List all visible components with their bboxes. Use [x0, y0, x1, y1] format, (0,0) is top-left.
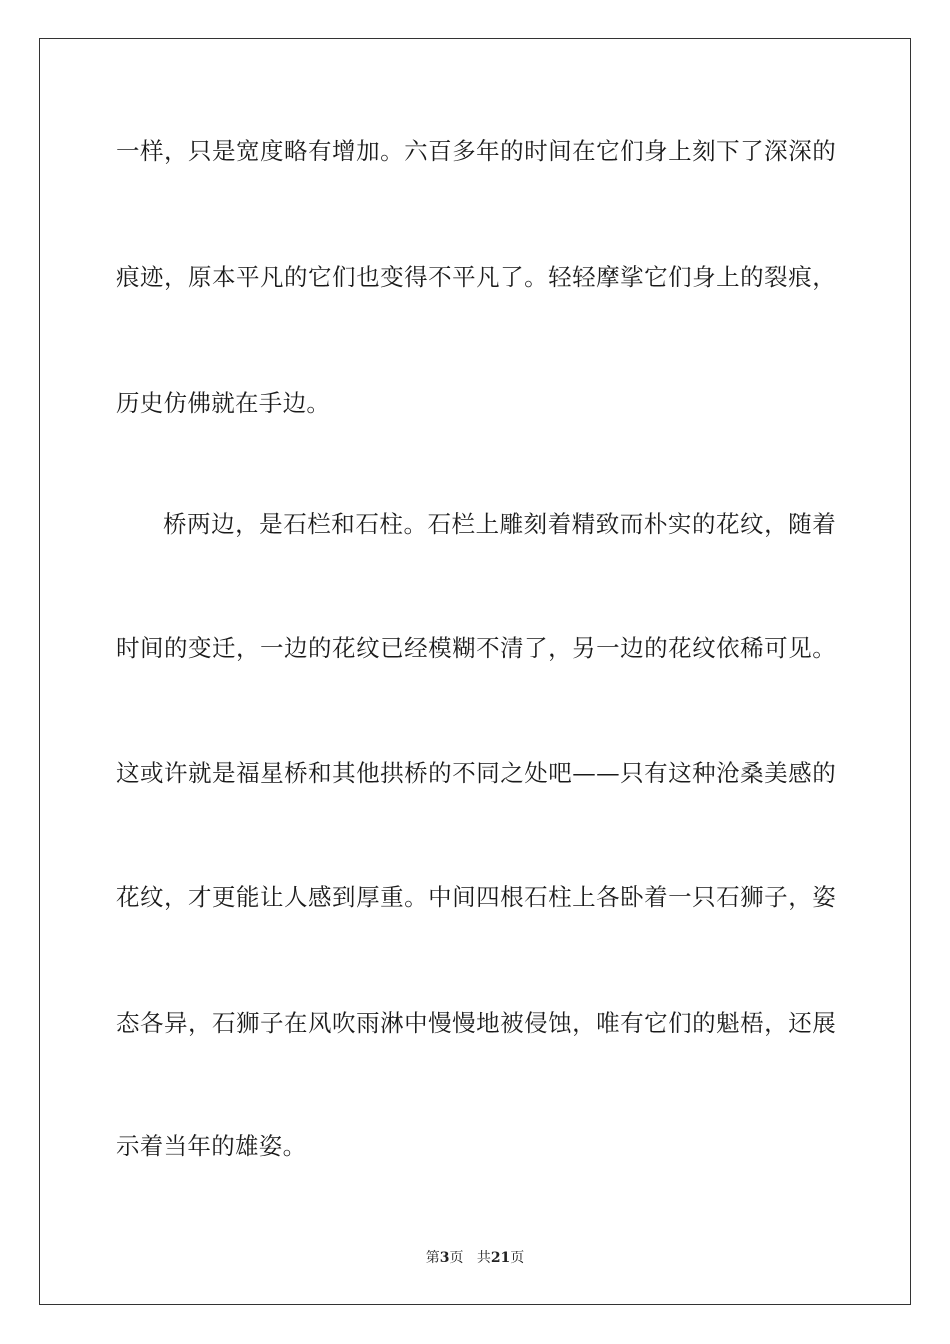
page-suffix: 页 [449, 1250, 464, 1266]
text-line-5: 时间的变迁，一边的花纹已经模糊不清了，另一边的花纹依稀可见。 [116, 634, 836, 662]
text-line-3: 历史仿佛就在手边。 [116, 389, 331, 417]
text-line-9: 示着当年的雄姿。 [116, 1132, 307, 1160]
page-prefix: 第 [425, 1250, 440, 1266]
text-line-1: 一样，只是宽度略有增加。六百多年的时间在它们身上刻下了深深的 [116, 137, 836, 165]
text-line-7: 花纹，才更能让人感到厚重。中间四根石柱上各卧着一只石狮子，姿 [116, 883, 836, 911]
total-suffix: 页 [510, 1250, 525, 1266]
text-line-2: 痕迹，原本平凡的它们也变得不平凡了。轻轻摩挲它们身上的裂痕， [116, 263, 836, 291]
page-number: 3 [439, 1250, 450, 1266]
page-frame [39, 38, 911, 1305]
text-line-4: 桥两边，是石栏和石柱。石栏上雕刻着精致而朴实的花纹，随着 [163, 510, 836, 538]
total-pages: 21 [490, 1250, 511, 1266]
total-prefix: 共 [476, 1250, 491, 1266]
text-line-8: 态各异，石狮子在风吹雨淋中慢慢地被侵蚀，唯有它们的魁梧，还展 [116, 1009, 836, 1037]
text-line-6: 这或许就是福星桥和其他拱桥的不同之处吧——只有这种沧桑美感的 [116, 759, 836, 787]
page-footer [0, 1247, 950, 1267]
